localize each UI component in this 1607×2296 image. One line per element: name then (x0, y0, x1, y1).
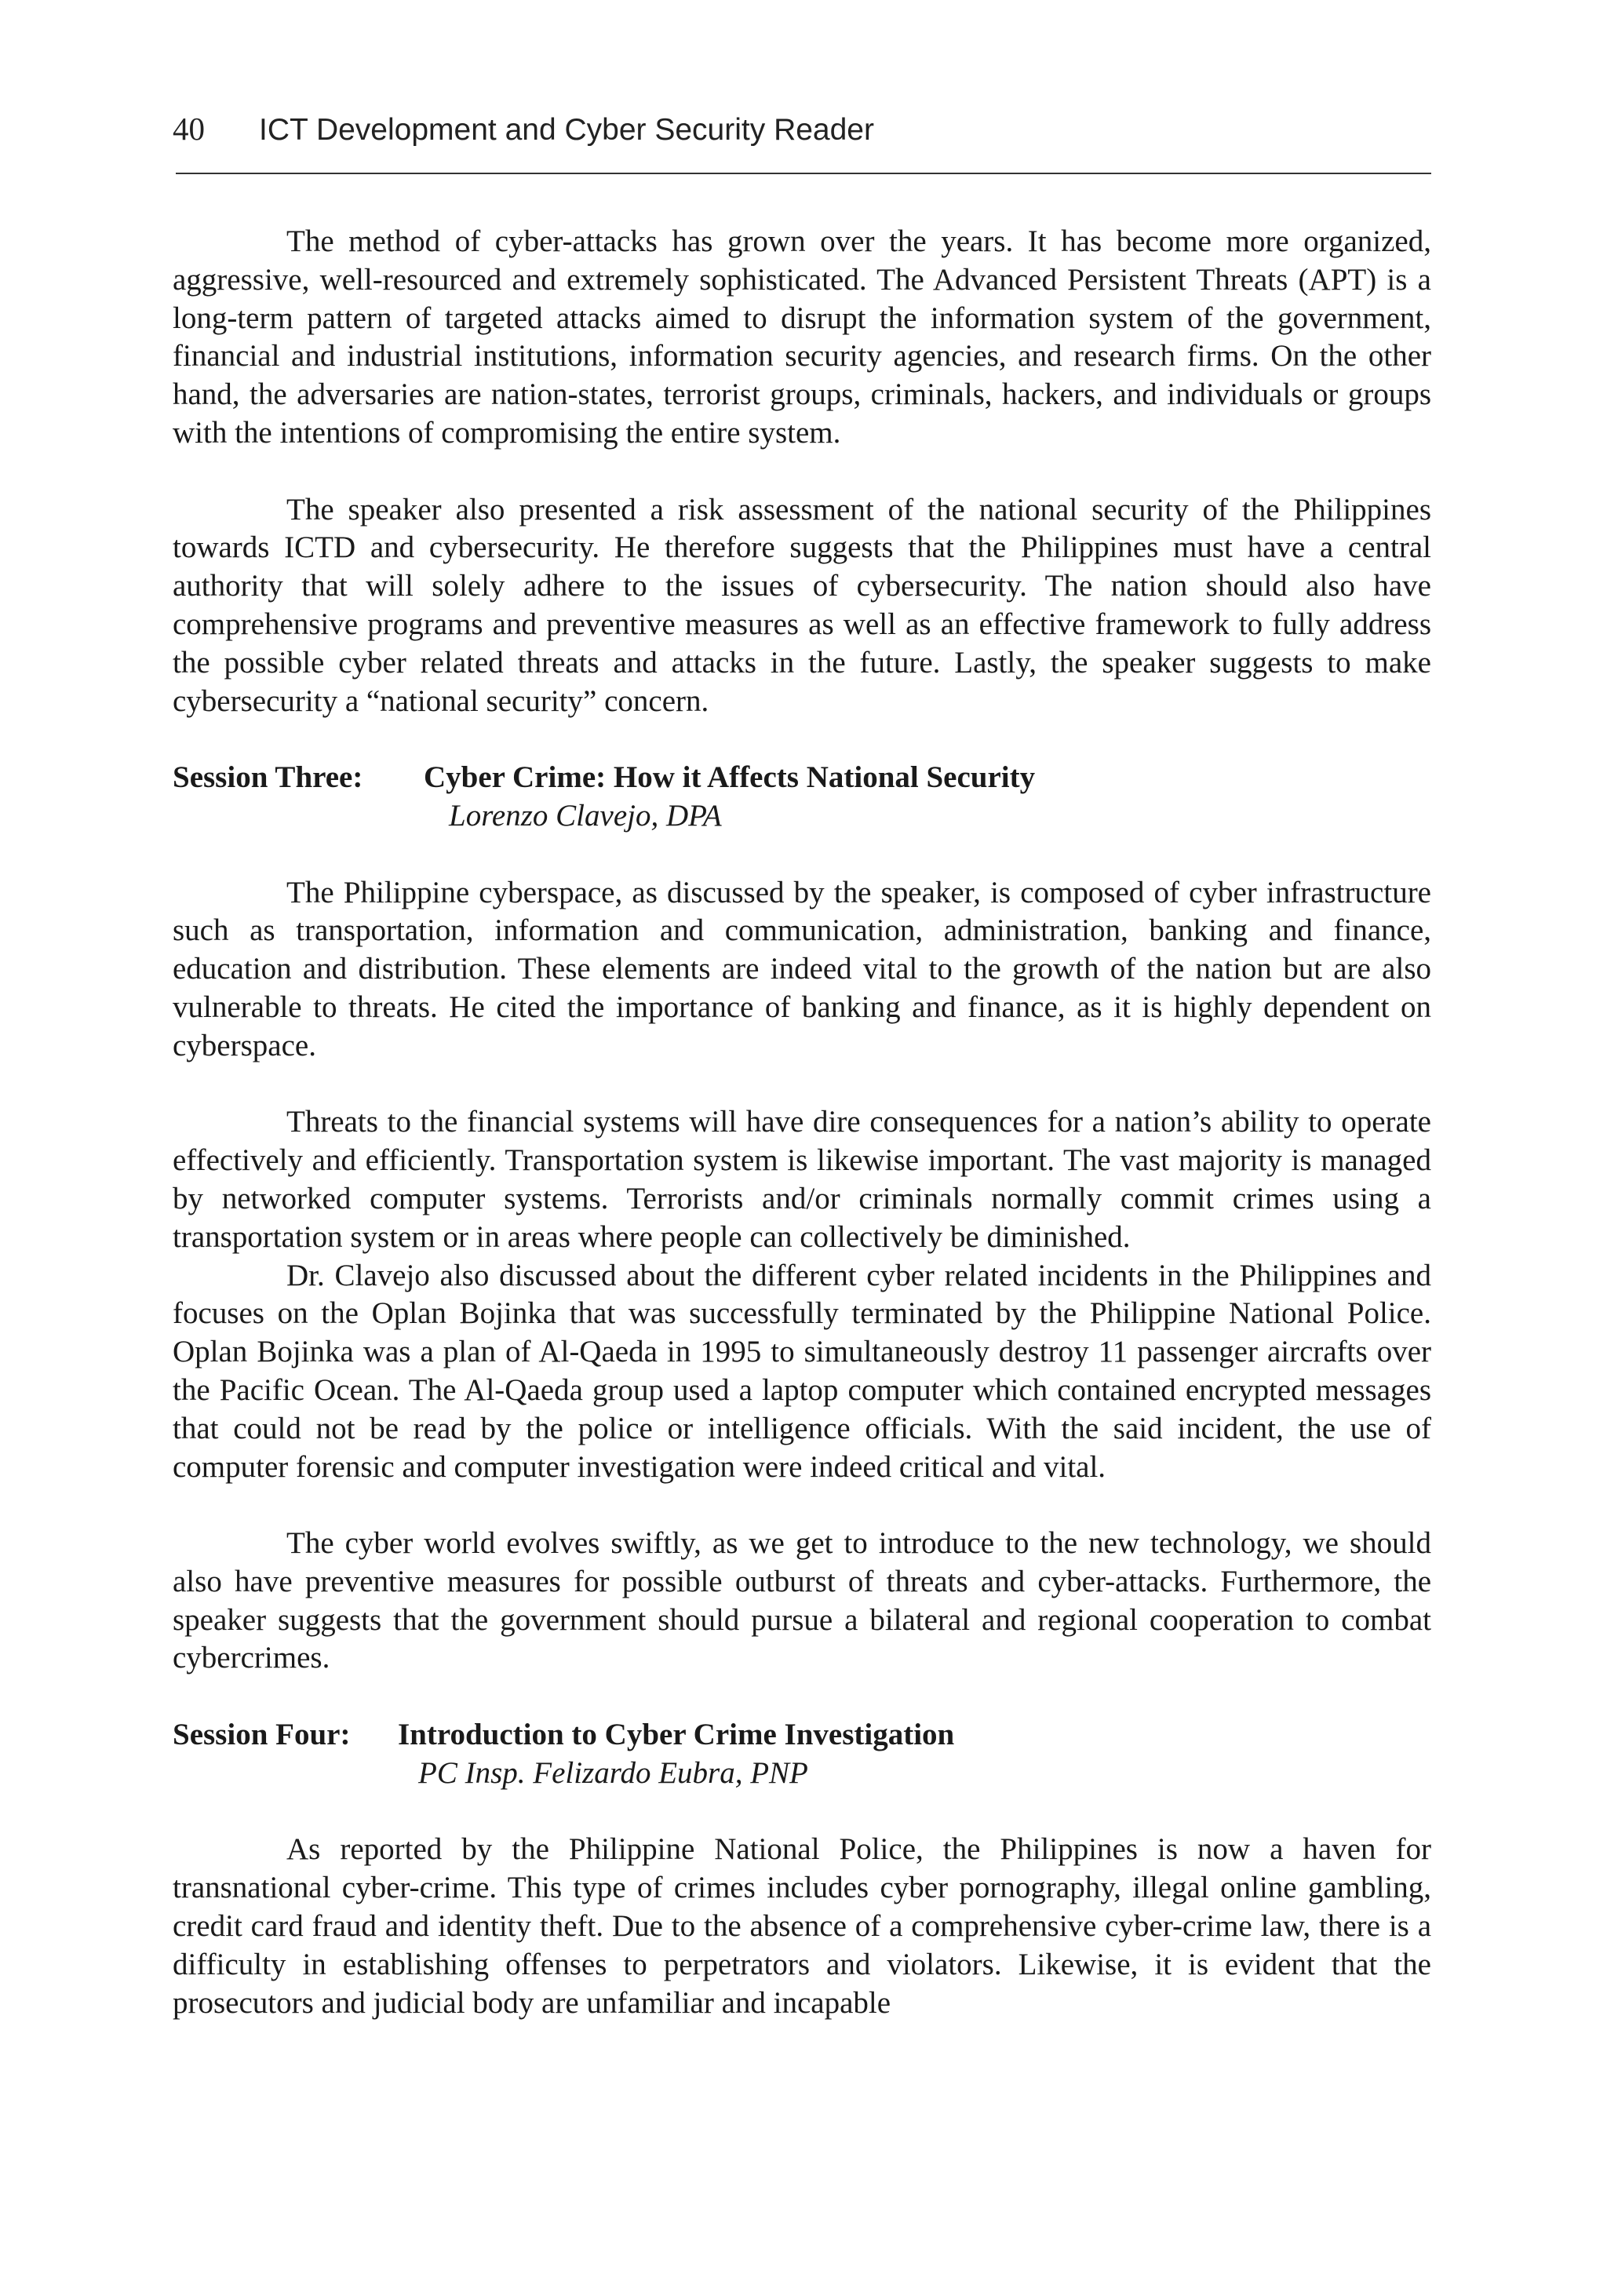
paragraph-cyber-attacks-method: The method of cyber-attacks has grown over the years. It has become more organized, aggressive, well-resourced and extremely sophisticated. The Advanced Persistent Threats (APT) is a long-term pattern of targeted attacks aimed to disrupt the information system of the government, financial and industrial institutions, information security agencies, and research firms. On the other hand, the adversaries are nation-states, terrorist groups, criminals, hackers, and individuals or groups with the intentions of compromising the entire system. (173, 224, 1431, 450)
session-four-speaker: PC Insp. Felizardo Eubra, PNP (418, 1755, 808, 1790)
book-title: ICT Development and Cyber Security Reader (259, 113, 874, 147)
session-three-label: Session Three: (173, 760, 363, 795)
session-four-heading (173, 1716, 1431, 1793)
paragraph-financial-threats: Threats to the financial systems will have dire consequences for a nation’s ability to operate effectively and efficiently. Transportation system is likewise important. The vast majority is managed by networked computer systems. Terrorists and/or criminals normally commit crimes using a transportation system or in areas where people can collectively be diminished. (173, 1105, 1431, 1254)
page-number: 40 (173, 111, 205, 147)
session-four-label: Session Four: (173, 1718, 351, 1752)
session-three-speaker: Lorenzo Clavejo, DPA (449, 798, 722, 833)
session-four-title: Introduction to Cyber Crime Investigation (398, 1718, 955, 1752)
paragraph-risk-assessment: The speaker also presented a risk assessment of the national security of the Philippines towards ICTD and cybersecurity. He therefore suggests that the Philippines must have a central authority that will solely adhere to the issues of cybersecurity. The nation should also have comprehensive programs and preventive measures as well as an effective framework to fully address the possible cyber related threats and attacks in the future. Lastly, the speaker suggests to make cybersecurity a “national security” concern. (173, 492, 1431, 718)
header-rule (176, 173, 1431, 174)
paragraph-philippine-cyberspace: The Philippine cyberspace, as discussed by the speaker, is composed of cyber infrastructure such as transportation, information and communication, administration, banking and finance, education and distribution. These elements are indeed vital to the growth of the nation but are also vulnerable to threats. He cited the importance of banking and finance, as it is highly dependent on cyberspace. (173, 875, 1431, 1062)
paragraph-oplan-bojinka: Dr. Clavejo also discussed about the different cyber related incidents in the Philippines and focuses on the Oplan Bojinka that was successfully terminated by the Philippine National Police. Oplan Bojinka was a plan of Al-Qaeda in 1995 to simultaneously destroy 11 passenger aircrafts over the Pacific Ocean. The Al-Qaeda group used a laptop computer which contained encrypted messages that could not be read by the police or intelligence officials. With the said incident, the use of computer forensic and computer investigation were indeed critical and vital. (173, 1258, 1431, 1484)
running-head (173, 110, 1431, 157)
paragraph-pnp-report: As reported by the Philippine National Police, the Philippines is now a haven for transnational cyber-crime. This type of crimes includes cyber pornography, illegal online gambling, credit card fraud and identity theft. Due to the absence of a comprehensive cyber-crime law, there is a difficulty in establishing offenses to perpetrators and violators. Likewise, it is evident that the prosecutors and judicial body are unfamiliar and incapable (173, 1832, 1431, 2020)
session-three-title: Cyber Crime: How it Affects National Security (424, 760, 1036, 795)
session-three-heading (173, 759, 1431, 836)
paragraph-cyber-world-evolves: The cyber world evolves swiftly, as we get to introduce to the new technology, we should also have preventive measures for possible outburst of threats and cyber-attacks. Furthermore, the speaker suggests that the government should pursue a bilateral and regional cooperation to combat cybercrimes. (173, 1526, 1431, 1675)
body-text (173, 223, 1431, 2022)
